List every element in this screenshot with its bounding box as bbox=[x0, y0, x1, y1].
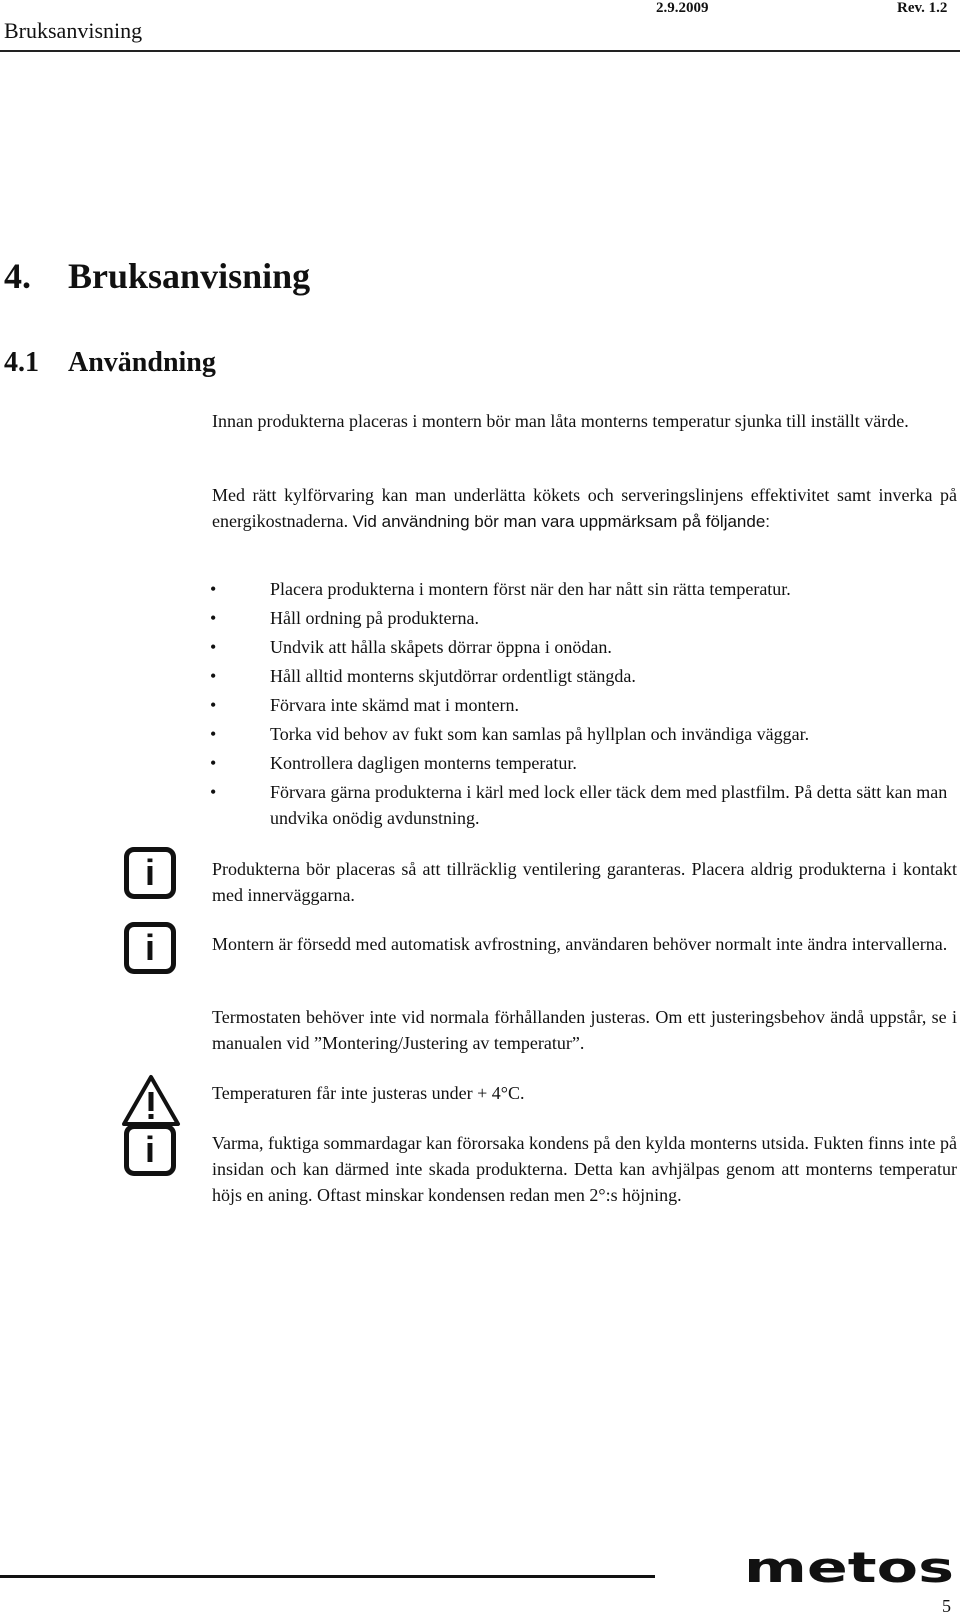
list-item bbox=[208, 750, 960, 776]
condensation-paragraph: Varma, fuktiga sommardagar kan förorsaka kondens på den kylda monterns utsida. Fukten finns inte på insidan och kan därmed inte skada produkterna. Detta kan avhjälpas genom att monterns temperatur höjs en aning. Oftast minskar kondensen redan men 2°:s höjning. bbox=[212, 1133, 957, 1205]
section-heading bbox=[4, 347, 216, 379]
chapter-title: Bruksanvisning bbox=[68, 256, 311, 296]
list-item-text: Kontrollera dagligen monterns temperatur. bbox=[270, 753, 577, 773]
list-item bbox=[208, 576, 960, 602]
list-item-text: Förvara gärna produkterna i kärl med lock eller täck dem med plastfilm. På detta sätt kan man undvika onödig avdunstning. bbox=[270, 782, 948, 828]
warning-triangle-icon bbox=[121, 1073, 181, 1127]
bullet-symbol: • bbox=[210, 782, 217, 802]
storage-paragraph-a: Med rätt kylförvaring kan man underlätta kökets och serveringslinjens effektivitet samt inverka på energikostnaderna. bbox=[212, 485, 957, 531]
bullet-symbol: • bbox=[210, 753, 217, 773]
header-revision: Rev. 1.2 bbox=[897, 0, 948, 16]
list-item bbox=[208, 605, 960, 631]
chapter-heading bbox=[4, 255, 310, 297]
bullet-symbol: • bbox=[210, 724, 217, 744]
list-item-text: Håll alltid monterns skjutdörrar ordentligt stängda. bbox=[270, 666, 636, 686]
usage-checklist bbox=[208, 576, 960, 834]
header-date: 2.9.2009 bbox=[656, 0, 709, 16]
list-item-text: Torka vid behov av fukt som kan samlas på hyllplan och invändiga väggar. bbox=[270, 724, 810, 744]
info-icon bbox=[124, 922, 176, 974]
section-title: Användning bbox=[68, 347, 216, 378]
metos-logo bbox=[744, 1550, 956, 1590]
info-icon bbox=[124, 1124, 176, 1176]
bullet-symbol: • bbox=[210, 608, 217, 628]
ventilation-paragraph: Produkterna bör placeras så att tillräcklig ventilering garanteras. Placera aldrig produkterna i kontakt med innerväggarna. bbox=[212, 859, 957, 905]
list-item bbox=[208, 692, 960, 718]
list-item bbox=[208, 634, 960, 660]
chapter-number: 4. bbox=[4, 256, 31, 296]
info-glyph: i bbox=[144, 927, 155, 968]
intro-paragraph: Innan produkterna placeras i montern bör man låta monterns temperatur sjunka till inställt värde. bbox=[212, 411, 909, 431]
bullet-symbol: • bbox=[210, 666, 217, 686]
bullet-symbol: • bbox=[210, 579, 217, 599]
info-icon bbox=[124, 847, 176, 899]
info-glyph: i bbox=[144, 852, 155, 893]
page-number: 5 bbox=[942, 1596, 951, 1616]
header-divider bbox=[0, 50, 960, 52]
list-item bbox=[208, 663, 960, 689]
defrost-paragraph: Montern är försedd med automatisk avfrostning, användaren behöver normalt inte ändra intervallerna. bbox=[212, 934, 948, 954]
storage-paragraph-b: Vid användning bör man vara uppmärksam på följande: bbox=[352, 512, 771, 531]
header-title: Bruksanvisning bbox=[4, 18, 143, 43]
bullet-symbol: • bbox=[210, 637, 217, 657]
list-item-text: Förvara inte skämd mat i montern. bbox=[270, 695, 519, 715]
bullet-symbol: • bbox=[210, 695, 217, 715]
list-item bbox=[208, 779, 960, 831]
logo-text: metos bbox=[744, 1550, 954, 1590]
storage-paragraph bbox=[212, 482, 957, 535]
thermostat-paragraph: Termostaten behöver inte vid normala förhållanden justeras. Om ett justeringsbehov ändå uppstår, se i manualen vid ”Montering/Justering av temperatur”. bbox=[212, 1007, 957, 1053]
info-glyph: i bbox=[144, 1129, 155, 1170]
section-number: 4.1 bbox=[4, 347, 39, 378]
list-item-text: Undvik att hålla skåpets dörrar öppna i onödan. bbox=[270, 637, 612, 657]
list-item bbox=[208, 721, 960, 747]
list-item-text: Placera produkterna i montern först när den har nått sin rätta temperatur. bbox=[270, 579, 791, 599]
warning-paragraph: Temperaturen får inte justeras under + 4°C. bbox=[212, 1083, 525, 1103]
list-item-text: Håll ordning på produkterna. bbox=[270, 608, 479, 628]
footer-divider bbox=[0, 1575, 655, 1578]
